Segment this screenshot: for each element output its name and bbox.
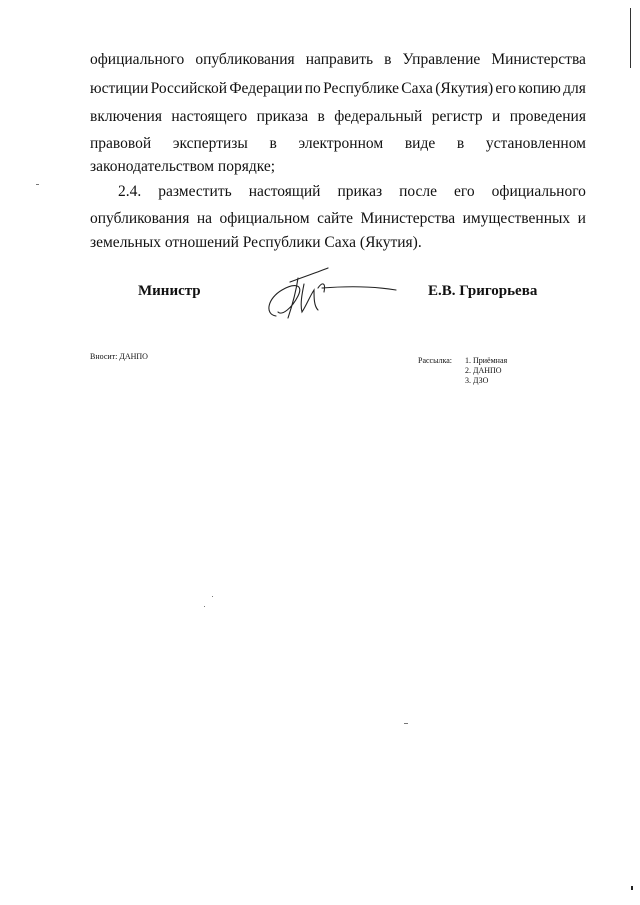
- word: приказа: [256, 108, 309, 125]
- word: направить: [305, 51, 374, 68]
- para1-line-5: [90, 157, 586, 177]
- signatory-title: Министр: [138, 283, 201, 299]
- word: Саха: [401, 80, 433, 97]
- scan-speck: [204, 606, 205, 607]
- scan-speck: [631, 886, 633, 890]
- word: Федерации: [229, 80, 303, 97]
- submitted-by: Вносит: ДАНПО: [90, 352, 148, 361]
- word: Российской: [150, 80, 228, 97]
- word: Министерства: [360, 210, 456, 227]
- word: Министерства: [491, 51, 586, 68]
- word: после: [399, 183, 438, 200]
- word: (Якутия): [435, 80, 494, 97]
- word: установленном: [485, 135, 586, 152]
- word: настоящего: [171, 108, 248, 125]
- word: на: [196, 210, 213, 227]
- word: земельных отношений Республики Саха (Якутия).: [90, 234, 422, 251]
- word: официальном: [219, 210, 310, 227]
- word: регистр: [431, 108, 483, 125]
- distribution-item: 2. ДАНПО: [465, 366, 502, 375]
- word: копию: [518, 80, 561, 97]
- word: юстиции: [90, 80, 149, 97]
- word: проведения: [509, 108, 586, 125]
- word: официального: [90, 51, 185, 68]
- word: разместить: [158, 183, 232, 200]
- word: и: [577, 210, 586, 227]
- word: сайте: [317, 210, 353, 227]
- word: в: [317, 108, 325, 125]
- para2-line-1: [118, 182, 586, 202]
- word: настоящий: [248, 183, 321, 200]
- page-edge-line: [630, 8, 631, 68]
- word: в: [456, 135, 465, 152]
- word: его: [495, 80, 516, 97]
- para2-line-3: [90, 233, 586, 253]
- word: официального: [491, 183, 586, 200]
- word: имущественных: [462, 210, 571, 227]
- word: электронном: [298, 135, 384, 152]
- scan-speck: [212, 596, 213, 597]
- word: федеральный: [334, 108, 423, 125]
- distribution-label: Рассылка:: [418, 356, 453, 365]
- word: для: [563, 80, 586, 97]
- clause-number: 2.4.: [118, 183, 142, 200]
- handwritten-signature: [258, 262, 398, 322]
- word: Республике: [323, 80, 400, 97]
- word: приказ: [337, 183, 383, 200]
- para2-line-2: [90, 209, 586, 229]
- word: и: [492, 108, 501, 125]
- word: опубликования: [195, 51, 295, 68]
- para1-line-4: [90, 134, 586, 154]
- para1-line-1: [90, 50, 586, 70]
- word: экспертизы: [172, 135, 248, 152]
- para1-line-2: [90, 79, 586, 99]
- scan-speck: [404, 723, 408, 724]
- scan-speck: [36, 184, 39, 185]
- word: в: [384, 51, 392, 68]
- word: в: [269, 135, 277, 152]
- signatory-name: Е.В. Григорьева: [428, 283, 538, 299]
- distribution-item: 3. ДЗО: [465, 376, 489, 385]
- distribution-item: 1. Приёмная: [465, 356, 508, 365]
- word: опубликования: [90, 210, 190, 227]
- word: по: [304, 80, 321, 97]
- word: законодательством порядке;: [90, 158, 276, 175]
- word: включения: [90, 108, 162, 125]
- word: его: [454, 183, 475, 200]
- word: правовой: [90, 135, 152, 152]
- para1-line-3: [90, 107, 586, 127]
- word: Управление: [402, 51, 481, 68]
- word: виде: [404, 135, 436, 152]
